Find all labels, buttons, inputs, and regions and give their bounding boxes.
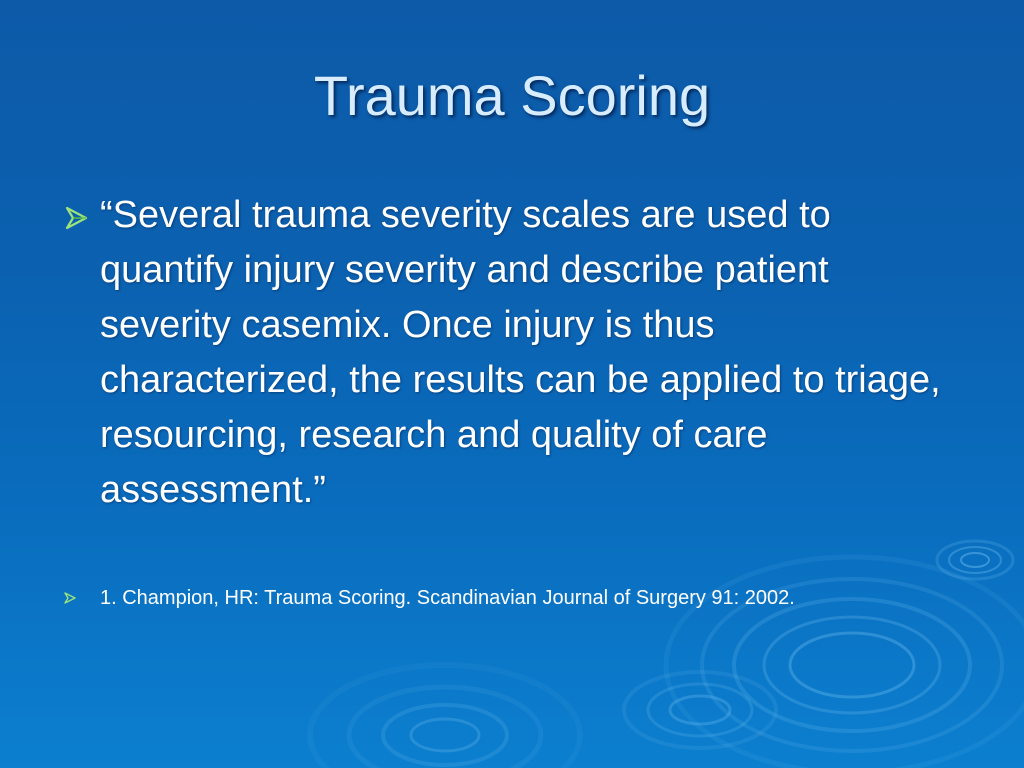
quote-bullet: [62, 188, 962, 518]
arrow-bullet-icon: [64, 592, 76, 604]
arrow-bullet-icon: [64, 205, 90, 231]
reference-bullet: [62, 584, 962, 612]
reference-text: 1. Champion, HR: Trauma Scoring. Scandinavian Journal of Surgery 91: 2002.: [100, 587, 795, 609]
slide-title: Trauma Scoring: [313, 64, 711, 127]
quote-text: “Several trauma severity scales are used to quantify injury severity and describe patient severity casemix. Once injury is thus characterized, the results can be applied to triage, resourcing, research and quality of care assessment.”: [100, 194, 941, 511]
